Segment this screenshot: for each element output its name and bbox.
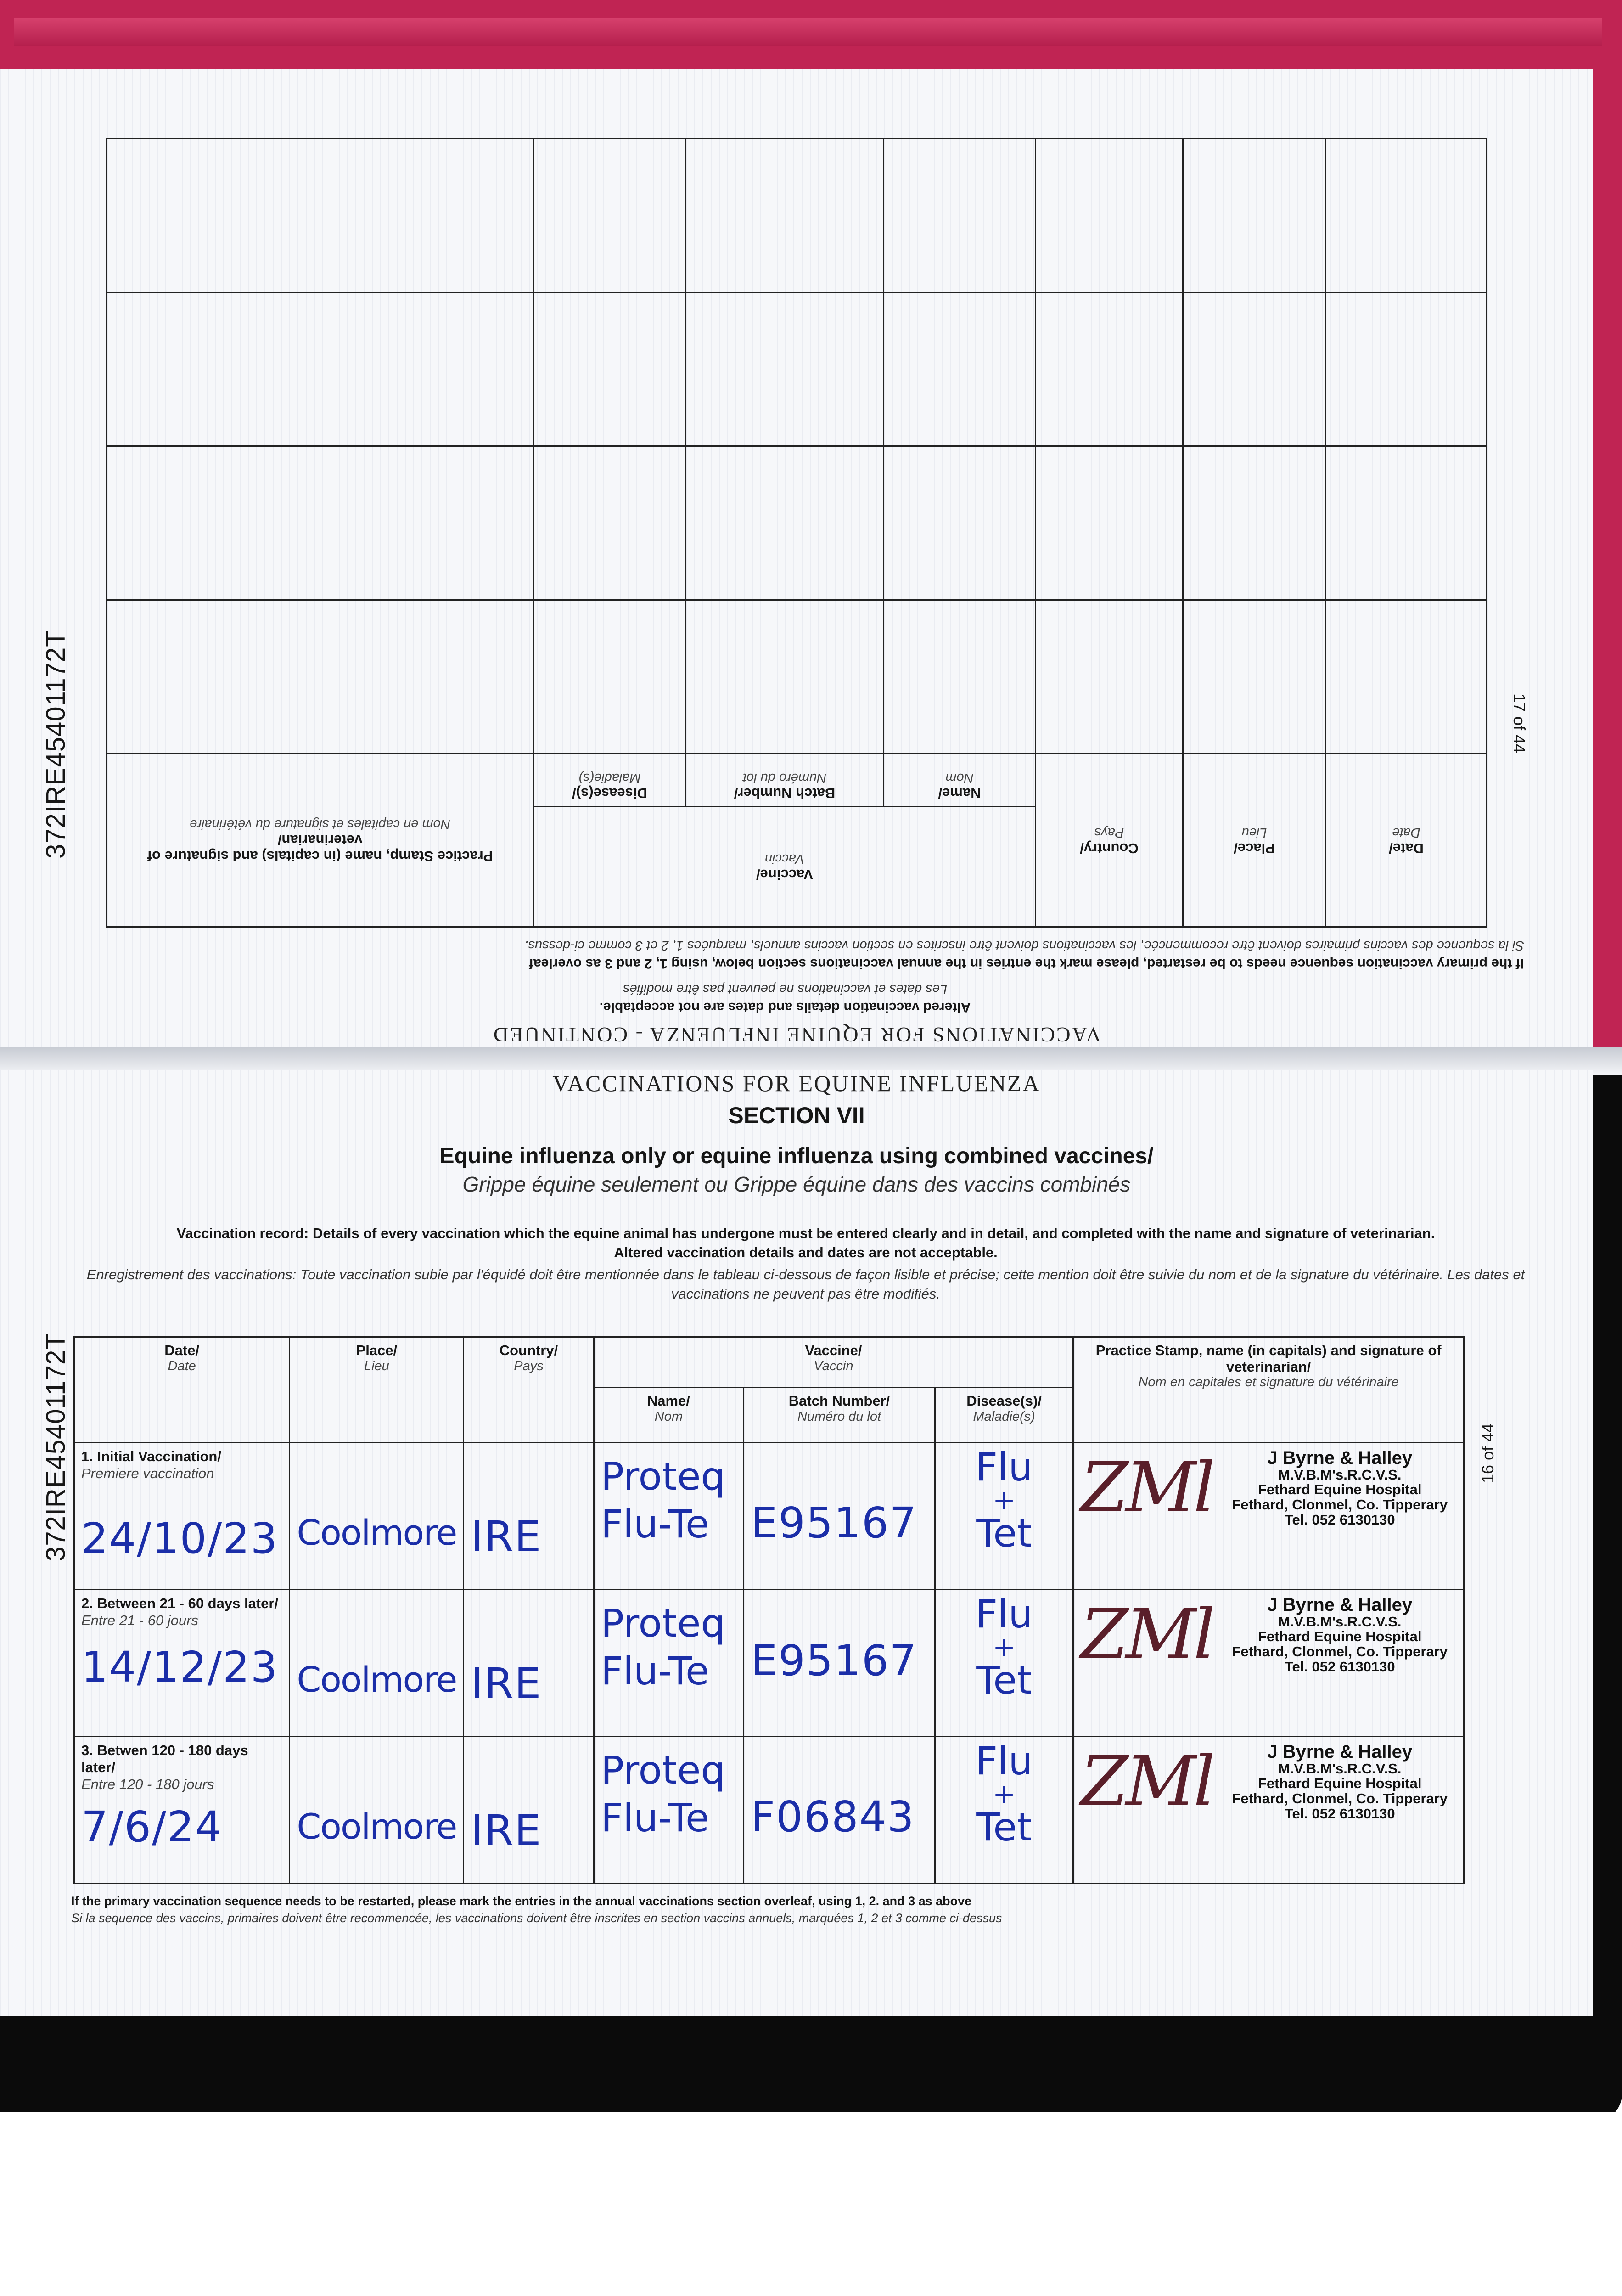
place-cell[interactable]: [290, 1590, 464, 1737]
note-restart: If the primary vaccination sequence needs to be restarted, please mark the entries in the annual vaccinations section below, using 1, 2 and 3 as overleaf: [529, 956, 1524, 971]
date-cell[interactable]: [1326, 600, 1487, 754]
disease-plus: +: [993, 1778, 1016, 1810]
place-cell[interactable]: [1183, 600, 1326, 754]
hdr-place: Place/ Lieu: [290, 1337, 464, 1443]
cover-highlight: [14, 18, 1602, 46]
empty-row: [107, 139, 1487, 293]
hdr-disease-17: Disease(s)/ Maladie(s): [534, 754, 686, 807]
hdr-batch-17: Batch Number/ Numéro du lot: [686, 754, 884, 807]
note-altered-fr: Les dates et vaccinations ne peuvent pas être modifiés: [623, 982, 948, 996]
country-cell[interactable]: [464, 1737, 594, 1884]
batch-number-cell[interactable]: [744, 1443, 935, 1590]
hdr-date-17: Date/ Date: [1326, 754, 1487, 927]
date-cell[interactable]: [74, 1443, 290, 1590]
place-cell[interactable]: [1183, 139, 1326, 293]
practice-stamp-cell[interactable]: [1073, 1737, 1464, 1884]
footer-note: If the primary vaccination sequence needs to be restarted, please mark the entries in the annual vaccinations section overleaf, using 1, 2. and 3 as above: [71, 1894, 972, 1908]
vaccine-name-cell[interactable]: [594, 1443, 744, 1590]
hdr-vaccine-name: Name/ Nom: [594, 1388, 744, 1443]
place-cell[interactable]: [290, 1737, 464, 1884]
place-cell[interactable]: [1183, 293, 1326, 446]
running-title: VACCINATIONS FOR EQUINE INFLUENZA: [552, 1070, 1041, 1096]
row-label: 3. Betwen 120 - 180 days later/ Entre 120 - 180 jours: [81, 1742, 248, 1793]
disease-cell[interactable]: [534, 293, 686, 446]
hdr-date: Date/ Date: [74, 1337, 290, 1443]
vaccination-record-table: [73, 1336, 1465, 1884]
vaccination-date: 24/10/23: [81, 1514, 279, 1564]
disease-plus: +: [993, 1484, 1016, 1516]
country-cell[interactable]: [1036, 446, 1183, 600]
page-16: [0, 1070, 1593, 2016]
empty-row: [107, 293, 1487, 446]
vaccine-name-line2: Flu-Te: [601, 1502, 709, 1547]
passport-id-17: 372IRE45401172T: [41, 630, 71, 859]
stamp-cell[interactable]: [107, 600, 534, 754]
cover-bottom-edge: [0, 2016, 1622, 2122]
page-number-17: 17 of 44: [1510, 693, 1529, 754]
row-label: 1. Initial Vaccination/ Premiere vaccination: [81, 1448, 221, 1482]
record-note-fr: Enregistrement des vaccinations: Toute vaccination subie par l'équidé doit être mentionnée dans le tableau ci-dessous de façon lisible et précise; cette mention doit être suivie du nom et de la signature du vétérinaire. Les dates et vaccinations ne peuvent pas être modifiés.: [86, 1266, 1525, 1302]
page-17-rotated-content: [0, 69, 1593, 1061]
hdr-stamp-17: Practice Stamp, name (in capitals) and signature of veterinarian/ Nom en capitales et signature du vétérinaire: [107, 754, 534, 927]
country-cell[interactable]: [464, 1590, 594, 1737]
vet-signature: ZMl: [1080, 1448, 1213, 1528]
stamp-cell[interactable]: [107, 139, 534, 293]
place-value: Coolmore: [297, 1512, 457, 1553]
upper-vaccination-table: [106, 138, 1487, 928]
record-note: Vaccination record: Details of every vaccination which the equine animal has undergone must be entered clearly and in detail, and completed with the name and signature of veterinarian. Altered vaccination details and dates are not acceptable.: [176, 1225, 1435, 1261]
section-subtitle-fr: Grippe équine seulement ou Grippe équine dans des vaccins combinés: [462, 1172, 1131, 1196]
disease-line2: Tet: [976, 1511, 1032, 1556]
disease-line1: Flu: [975, 1445, 1033, 1490]
hdr-vaccine: Vaccine/ Vaccin: [594, 1337, 1073, 1388]
vaccine-name-cell[interactable]: [594, 1737, 744, 1884]
running-title-continued: VACCINATIONS FOR EQUINE INFLUENZA - CONTINUED: [492, 1023, 1101, 1047]
batch-number: E95167: [751, 1636, 917, 1685]
vaccine-name-line1: Proteq: [601, 1748, 725, 1793]
vaccination-date: 7/6/24: [81, 1802, 223, 1851]
name-cell[interactable]: [884, 293, 1036, 446]
disease-line1: Flu: [975, 1739, 1033, 1784]
table-row: [74, 1443, 1464, 1590]
batch-number-cell[interactable]: [744, 1737, 935, 1884]
batch-cell[interactable]: [686, 293, 884, 446]
batch-number: E95167: [751, 1498, 917, 1548]
date-cell[interactable]: [74, 1590, 290, 1737]
empty-row: [107, 600, 1487, 754]
batch-number: F06843: [751, 1792, 915, 1841]
passport-id-16: 372IRE45401172T: [41, 1333, 71, 1561]
hdr-batch-number: Batch Number/ Numéro du lot: [744, 1388, 935, 1443]
batch-cell[interactable]: [686, 600, 884, 754]
hdr-diseases: Disease(s)/ Maladie(s): [935, 1388, 1073, 1443]
date-cell[interactable]: [74, 1737, 290, 1884]
vet-signature: ZMl: [1080, 1595, 1213, 1675]
practice-stamp-cell[interactable]: [1073, 1443, 1464, 1590]
hdr-name-17: Name/ Nom: [884, 754, 1036, 807]
stamp-cell[interactable]: [107, 293, 534, 446]
date-cell[interactable]: [1326, 446, 1487, 600]
disease-cell[interactable]: [534, 446, 686, 600]
disease-line2: Tet: [976, 1805, 1032, 1850]
name-cell[interactable]: [884, 139, 1036, 293]
batch-cell[interactable]: [686, 139, 884, 293]
country-value: IRE: [471, 1659, 542, 1708]
country-value: IRE: [471, 1512, 542, 1561]
place-value: Coolmore: [297, 1806, 457, 1847]
vaccine-name-line2: Flu-Te: [601, 1795, 709, 1840]
table-row: [74, 1737, 1464, 1884]
name-cell[interactable]: [884, 600, 1036, 754]
hdr-country: Country/ Pays: [464, 1337, 594, 1443]
place-cell[interactable]: [290, 1443, 464, 1590]
vaccine-name-cell[interactable]: [594, 1590, 744, 1737]
table-row: [74, 1590, 1464, 1737]
hdr-practice-stamp: Practice Stamp, name (in capitals) and signature of veterinarian/ Nom en capitales et signature du vétérinaire: [1073, 1337, 1464, 1443]
hdr-place-17: Place/ Lieu: [1183, 754, 1326, 927]
disease-cell[interactable]: [534, 600, 686, 754]
empty-row: [107, 446, 1487, 600]
batch-number-cell[interactable]: [744, 1590, 935, 1737]
section-subtitle: Equine influenza only or equine influenza using combined vaccines/: [439, 1144, 1154, 1168]
hdr-vaccine-17: Vaccine/ Vaccin: [534, 807, 1036, 927]
disease-cell[interactable]: [935, 1590, 1073, 1737]
disease-cell[interactable]: [534, 139, 686, 293]
note-restart-fr: Si la sequence des vaccins primaires doivent être recommencée, les vaccinations doivent être inscrites en section vaccins annuels, marquées 1, 2 et 3 comme ci-dessus.: [524, 938, 1524, 953]
country-cell[interactable]: [1036, 139, 1183, 293]
row-label: 2. Between 21 - 60 days later/ Entre 21 - 60 jours: [81, 1595, 279, 1629]
vaccine-name-line2: Flu-Te: [601, 1649, 709, 1694]
disease-line2: Tet: [976, 1658, 1032, 1703]
date-cell[interactable]: [1326, 293, 1487, 446]
name-cell[interactable]: [884, 446, 1036, 600]
country-cell[interactable]: [1036, 600, 1183, 754]
practice-stamp: J Byrne & Halley M.V.B.M's.R.C.V.S. Fethard Equine Hospital Fethard, Clonmel, Co. Tipperary Tel. 052 6130130: [1232, 1594, 1448, 1675]
practice-stamp-cell[interactable]: [1073, 1590, 1464, 1737]
vaccination-date: 14/12/23: [81, 1643, 279, 1692]
place-value: Coolmore: [297, 1659, 457, 1700]
hdr-country-17: Country/ Pays: [1036, 754, 1183, 927]
vaccine-name-line1: Proteq: [601, 1601, 725, 1646]
place-cell[interactable]: [1183, 446, 1326, 600]
practice-stamp: J Byrne & Halley M.V.B.M's.R.C.V.S. Fethard Equine Hospital Fethard, Clonmel, Co. Tipperary Tel. 052 6130130: [1232, 1741, 1448, 1822]
practice-stamp: J Byrne & Halley M.V.B.M's.R.C.V.S. Fethard Equine Hospital Fethard, Clonmel, Co. Tipperary Tel. 052 6130130: [1232, 1447, 1448, 1528]
disease-line1: Flu: [975, 1592, 1033, 1637]
scan-margin: [0, 2112, 1622, 2296]
disease-cell[interactable]: [935, 1443, 1073, 1590]
disease-cell[interactable]: [935, 1737, 1073, 1884]
country-value: IRE: [471, 1806, 542, 1855]
date-cell[interactable]: [1326, 139, 1487, 293]
country-cell[interactable]: [464, 1443, 594, 1590]
vet-signature: ZMl: [1080, 1742, 1213, 1822]
note-altered: Altered vaccination details and dates are not acceptable.: [599, 1000, 971, 1015]
batch-cell[interactable]: [686, 446, 884, 600]
page-number-16: 16 of 44: [1478, 1423, 1497, 1483]
page-17: [0, 69, 1593, 1061]
country-cell[interactable]: [1036, 293, 1183, 446]
vaccine-name-line1: Proteq: [601, 1454, 725, 1499]
footer-note-fr: Si la sequence des vaccins, primaires doivent être recommencée, les vaccinations doivent être inscrites en section vaccins annuels, marquées 1, 2 et 3 comme ci-dessus: [71, 1911, 1002, 1925]
section-number: SECTION VII: [728, 1103, 865, 1128]
stamp-cell[interactable]: [107, 446, 534, 600]
disease-plus: +: [993, 1631, 1016, 1663]
